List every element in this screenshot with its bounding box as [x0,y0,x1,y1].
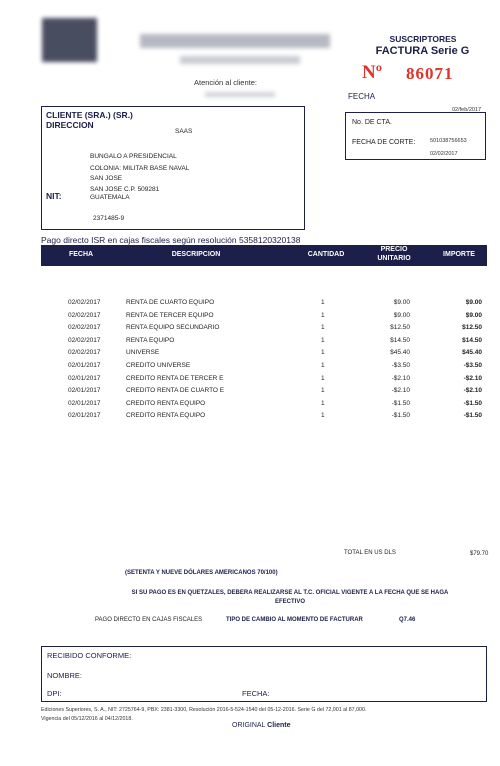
row-cantidad: 1 [321,399,325,407]
table-row [0,324,500,337]
table-body [0,299,500,429]
table-row [0,337,500,350]
row-descripcion: CREDITO RENTA DE TERCER E [126,374,224,382]
row-importe: -$3.50 [463,362,482,369]
table-row [0,400,500,413]
row-descripcion: CREDITO RENTA EQUIPO [126,399,206,407]
redacted-header-text [140,34,330,48]
row-descripcion: RENTA DE CUARTO EQUIPO [126,299,215,306]
row-descripcion: RENTA EQUIPO SECUNDARIO [126,324,220,332]
col-precio-unitario: UNITARIO [377,255,411,262]
row-descripcion: CREDITO RENTA EQUIPO [126,412,206,420]
row-fecha: 02/02/2017 [68,349,101,357]
row-fecha: 02/02/2017 [68,311,101,319]
col-fecha: FECHA [68,251,94,258]
folio-number: 86071 [406,64,454,83]
footer-legal-2: Vigencia del 05/12/2016 al 04/12/2018. [41,716,133,722]
received-dpi: DPI: [47,689,62,698]
redacted-logo [42,18,97,62]
attention-label: Atención al cliente: [194,78,257,87]
client-saas: SAAS [175,128,193,135]
row-fecha: 02/01/2017 [68,412,101,420]
address-line: BUNGALO A PRESIDENCIAL [90,153,177,160]
received-title: RECIBIDO CONFORME: [47,651,132,660]
row-precio: -$2.10 [391,387,410,395]
table-row [0,412,500,425]
row-importe: -$1.50 [463,399,482,407]
row-descripcion: RENTA DE TERCER EQUIPO [126,311,214,319]
quetzales-notice-2: EFECTIVO [274,599,305,605]
account-date-top: 02/feb/2017 [452,107,482,113]
total-amount: $79.70 [470,551,489,557]
row-fecha: 02/01/2017 [68,387,101,395]
cut-date: 02/02/2017 [430,151,458,157]
cut-code: 501038756653 [430,138,467,144]
total-label: TOTAL EN US DLS [344,550,396,556]
isr-resolution: Pago directo ISR en cajas fiscales según resolución 5358120320138 [41,235,301,245]
row-descripcion: CREDITO UNIVERSE [126,362,191,369]
row-importe: $12.50 [462,324,482,332]
row-cantidad: 1 [321,311,325,319]
subscribers-label: SUSCRIPTORES [389,34,457,44]
row-fecha: 02/02/2017 [68,336,101,344]
row-cantidad: 1 [321,349,325,357]
row-fecha: 02/02/2017 [68,324,101,332]
row-importe: -$2.10 [463,387,482,395]
received-box [41,646,487,702]
row-cantidad: 1 [321,324,325,332]
account-box [345,112,486,160]
row-precio: $9.00 [393,299,410,306]
row-precio: $9.00 [393,311,410,319]
row-cantidad: 1 [321,362,325,369]
row-precio: -$1.50 [391,399,410,407]
row-descripcion: RENTA EQUIPO [126,336,175,344]
address-line: SAN JOSE [90,175,123,182]
invoice-title: FACTURA Serie G [375,45,470,57]
row-fecha: 02/02/2017 [68,299,101,306]
row-importe: $45.40 [462,349,482,357]
table-row [0,387,500,400]
col-importe: IMPORTE [443,251,475,258]
client-title: CLIENTE (SRA.) (SR.) [46,110,133,120]
row-cantidad: 1 [321,412,325,420]
row-importe: $9.00 [465,311,482,319]
col-cantidad: CANTIDAD [307,251,345,258]
cut-label: FECHA DE CORTE: [352,139,416,146]
folio-prefix: Nº [362,62,382,83]
row-fecha: 02/01/2017 [68,374,101,382]
row-cantidad: 1 [321,336,325,344]
nit-value: 2371485-9 [93,215,125,222]
row-descripcion: CREDITO RENTA DE CUARTO E [126,387,225,395]
col-precio: PRECIO [380,246,408,253]
received-nombre: NOMBRE: [47,671,83,680]
table-row [0,312,500,325]
row-fecha: 02/01/2017 [68,399,101,407]
table-row [0,349,500,362]
quetzales-notice-1: SI SU PAGO ES EN QUETZALES, DEBERA REALIZARSE AL T.C. OFICIAL VIGENTE A LA FECHA QUE SE HAGA [131,590,449,596]
exchange-rate-value: Q7.46 [399,617,416,623]
row-precio: -$1.50 [391,412,410,420]
row-cantidad: 1 [321,374,325,382]
table-row [0,362,500,375]
address-line: GUATEMALA [90,194,130,201]
table-row [0,375,500,388]
table-row [0,299,500,312]
total-in-words: (SETENTA Y NUEVE DÓLARES AMERICANOS 70/100) [125,570,278,576]
row-descripcion: UNIVERSE [126,349,160,357]
exchange-rate-label: TIPO DE CAMBIO AL MOMENTO DE FACTURAR [226,617,363,623]
row-cantidad: 1 [321,299,325,306]
row-precio: -$3.50 [391,362,410,369]
client-direccion: DIRECCION [46,120,94,130]
row-fecha: 02/01/2017 [68,362,101,369]
row-importe: -$2.10 [463,374,482,382]
footer-cliente-label: Cliente [267,722,291,729]
redacted-header-text-2 [180,56,300,64]
row-precio: $12.50 [390,324,410,332]
footer-original [232,722,291,729]
direct-pay-label: PAGO DIRECTO EN CAJAS FISCALES [95,617,203,623]
row-importe: $14.50 [462,336,482,344]
row-importe: -$1.50 [463,412,482,420]
client-box [41,106,305,230]
fecha-label: FECHA [348,92,376,101]
footer-original-label: ORIGINAL [232,722,266,729]
row-importe: $9.00 [465,299,482,306]
row-precio: -$2.10 [391,374,410,382]
address-line: COLONIA: MILITAR BASE NAVAL [90,165,190,172]
footer-legal-1: Ediciones Superiores, S. A., NIT: 2725764-9, PBX: 2381-3300, Resolución 2016-5-524-1540 del 05-12-2016. Serie G del 72,001 al 87,000. [41,707,367,713]
address-line: SAN JOSE C.P. 509281 [90,186,160,193]
table-header [41,245,487,266]
received-fecha: FECHA: [242,689,270,698]
nit-label: NIT: [46,191,62,201]
row-precio: $45.40 [390,349,410,357]
redacted-phone [205,92,275,97]
col-descripcion: DESCRIPCION [171,251,221,258]
row-precio: $14.50 [390,336,410,344]
row-cantidad: 1 [321,387,325,395]
account-label: No. DE CTA. [352,119,392,126]
